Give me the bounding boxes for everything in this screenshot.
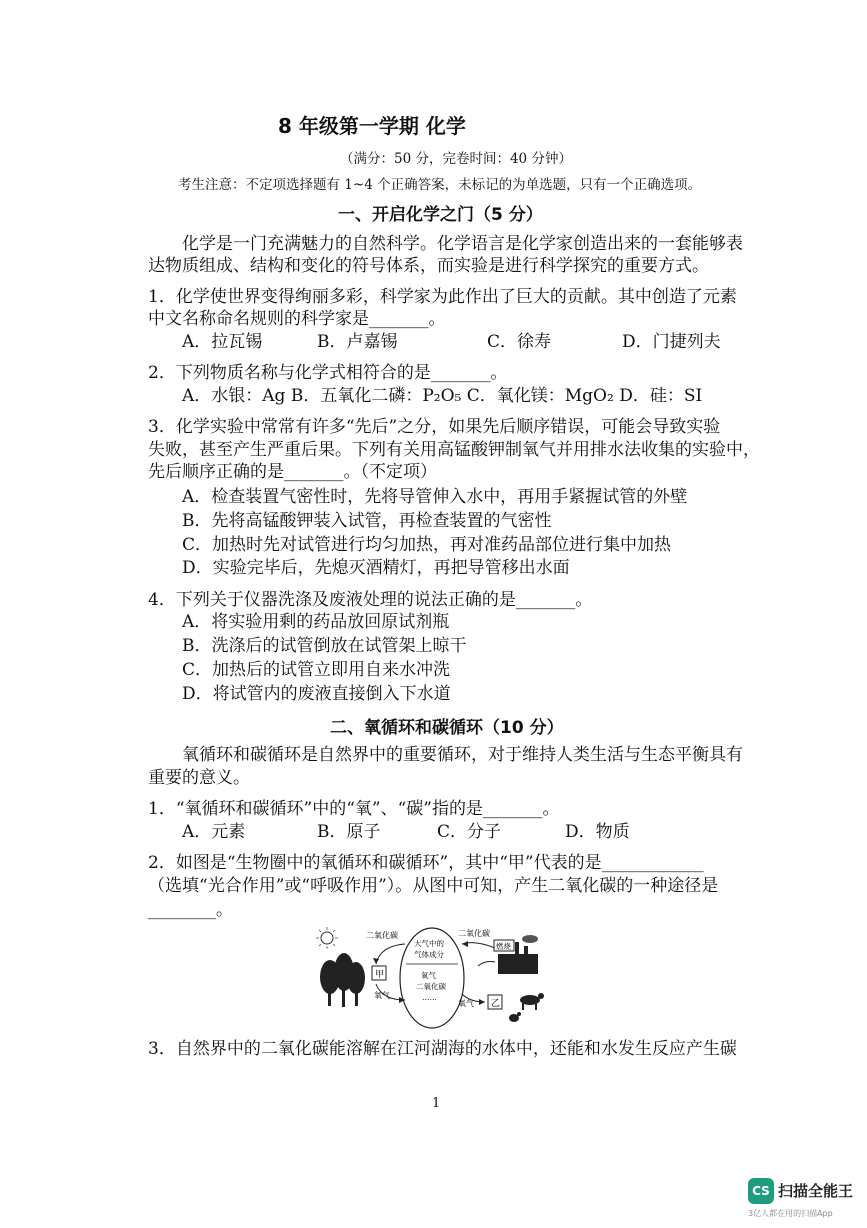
option-d: D．门捷列夫: [622, 332, 721, 352]
option-a: A．将实验用剩的药品放回原试剂瓶: [182, 612, 450, 632]
question-text: 中文名称命名规则的科学家是_______。: [148, 309, 446, 329]
option-a: A．检查装置气密性时，先将导管伸入水中，再用手紧握试管的外壁: [182, 487, 688, 507]
ellipse-oxygen: 氧气: [421, 971, 436, 980]
question-text: 2．下列物质名称与化学式相符合的是_______。: [148, 363, 508, 383]
question-text: 3．自然界中的二氧化碳能溶解在江河湖海的水体中，还能和水发生反应产生碳: [148, 1039, 737, 1059]
section2-intro: 重要的意义。: [148, 768, 250, 788]
option-d: D．将试管内的废液直接倒入下水道: [182, 684, 451, 704]
option-b: B．卢嘉锡: [317, 332, 398, 352]
option-c: C．加热时先对试管进行均匀加热，再对准药品部位进行集中加热: [182, 535, 672, 555]
section1-intro: 达物质组成、结构和变化的符号体系，而实验是进行科学探究的重要方式。: [148, 256, 709, 276]
arrow-label: 二氧化碳: [366, 931, 398, 940]
scanner-logo-icon: CS: [748, 1178, 774, 1204]
page-number: 1: [432, 1096, 441, 1111]
question-text: 先后顺序正确的是_______。（不定项）: [148, 462, 437, 482]
section2-heading: 二、氧循环和碳循环（10 分）: [330, 718, 564, 738]
box-yi-label: 乙: [491, 999, 501, 1009]
brand-name: 扫描全能王: [778, 1182, 854, 1200]
option-b: B．原子: [317, 822, 381, 842]
page-title: 8 年级第一学期 化学: [278, 114, 466, 138]
arrowhead: [462, 941, 468, 947]
option-d: D．物质: [565, 822, 630, 842]
ellipse-label: 大气中的: [414, 939, 444, 948]
tree-icon: [320, 953, 365, 1007]
question-text: 1．化学使世界变得绚丽多彩，科学家为此作出了巨大的贡献。其中创造了元素: [148, 287, 737, 307]
arrow-burn: [478, 962, 495, 967]
option-b: B．洗涤后的试管倒放在试管架上晾干: [182, 636, 467, 656]
option-a: A．拉瓦锡: [182, 332, 263, 352]
box-jia-label: 甲: [375, 970, 385, 980]
arrow-label: 二氧化碳: [458, 929, 490, 938]
arrow-co2-left: [376, 944, 405, 964]
option-list: A．水银：Ag B．五氧化二磷：P₂O₅ C．氧化镁：MgO₂ D．硅：SI: [182, 386, 703, 406]
question-text: 4．下列关于仪器洗涤及废液处理的说法正确的是_______。: [148, 590, 593, 610]
question-text: 1．“氧循环和碳循环”中的“氧”、“碳”指的是_______。: [148, 799, 560, 819]
exam-notice: 考生注意：不定项选择题有 1~4 个正确答案，未标记的为单选题，只有一个正确选项。: [178, 177, 702, 193]
question-text: 2．如图是“生物圈中的氧循环和碳循环”，其中“甲”代表的是____________: [148, 853, 704, 873]
option-a: A．元素: [182, 822, 246, 842]
box-burn-label: 燃烧: [496, 942, 511, 951]
option-c: C．分子: [437, 822, 502, 842]
ellipse-label: 气体成分: [414, 950, 444, 959]
section2-intro: 氧循环和碳循环是自然界中的重要循环，对于维持人类生活与生态平衡具有: [182, 745, 743, 765]
option-c: C．徐寿: [487, 332, 552, 352]
ellipse-dots: ……: [422, 993, 437, 1002]
brand-tagline: 3亿人都在用的扫描App: [748, 1209, 833, 1218]
question-text: 3．化学实验中常常有许多“先后”之分，如果先后顺序错误，可能会导致实验: [148, 417, 721, 437]
option-b: B．先将高锰酸钾装入试管，再检查装置的气密性: [182, 511, 552, 531]
arrowhead: [373, 958, 379, 964]
ellipse-co2: 二氧化碳: [416, 982, 446, 991]
option-c: C．加热后的试管立即用自来水冲洗: [182, 660, 451, 680]
section1-intro: 化学是一门充满魅力的自然科学。化学语言是化学家创造出来的一套能够表: [182, 234, 743, 254]
sun-icon: [316, 927, 338, 949]
cycle-diagram: [310, 922, 560, 1032]
option-d: D．实验完毕后，先熄灭酒精灯，再把导管移出水面: [182, 558, 570, 578]
exam-info: （满分：50 分，完卷时间：40 分钟）: [340, 151, 572, 167]
question-text: （选填“光合作用”或“呼吸作用”）。从图中可知，产生二氧化碳的一种途径是: [148, 876, 719, 896]
animal-icon: [509, 993, 544, 1022]
arrowhead: [479, 999, 485, 1005]
question-text: ________。: [148, 900, 233, 920]
section1-heading: 一、开启化学之门（5 分）: [338, 205, 543, 225]
arrow-label: 氧气: [374, 991, 390, 1000]
question-text: 失败，甚至产生严重后果。下列有关用高锰酸钾制氧气并用排水法收集的实验中，: [148, 440, 760, 460]
arrow-label: 氧气: [458, 999, 474, 1008]
